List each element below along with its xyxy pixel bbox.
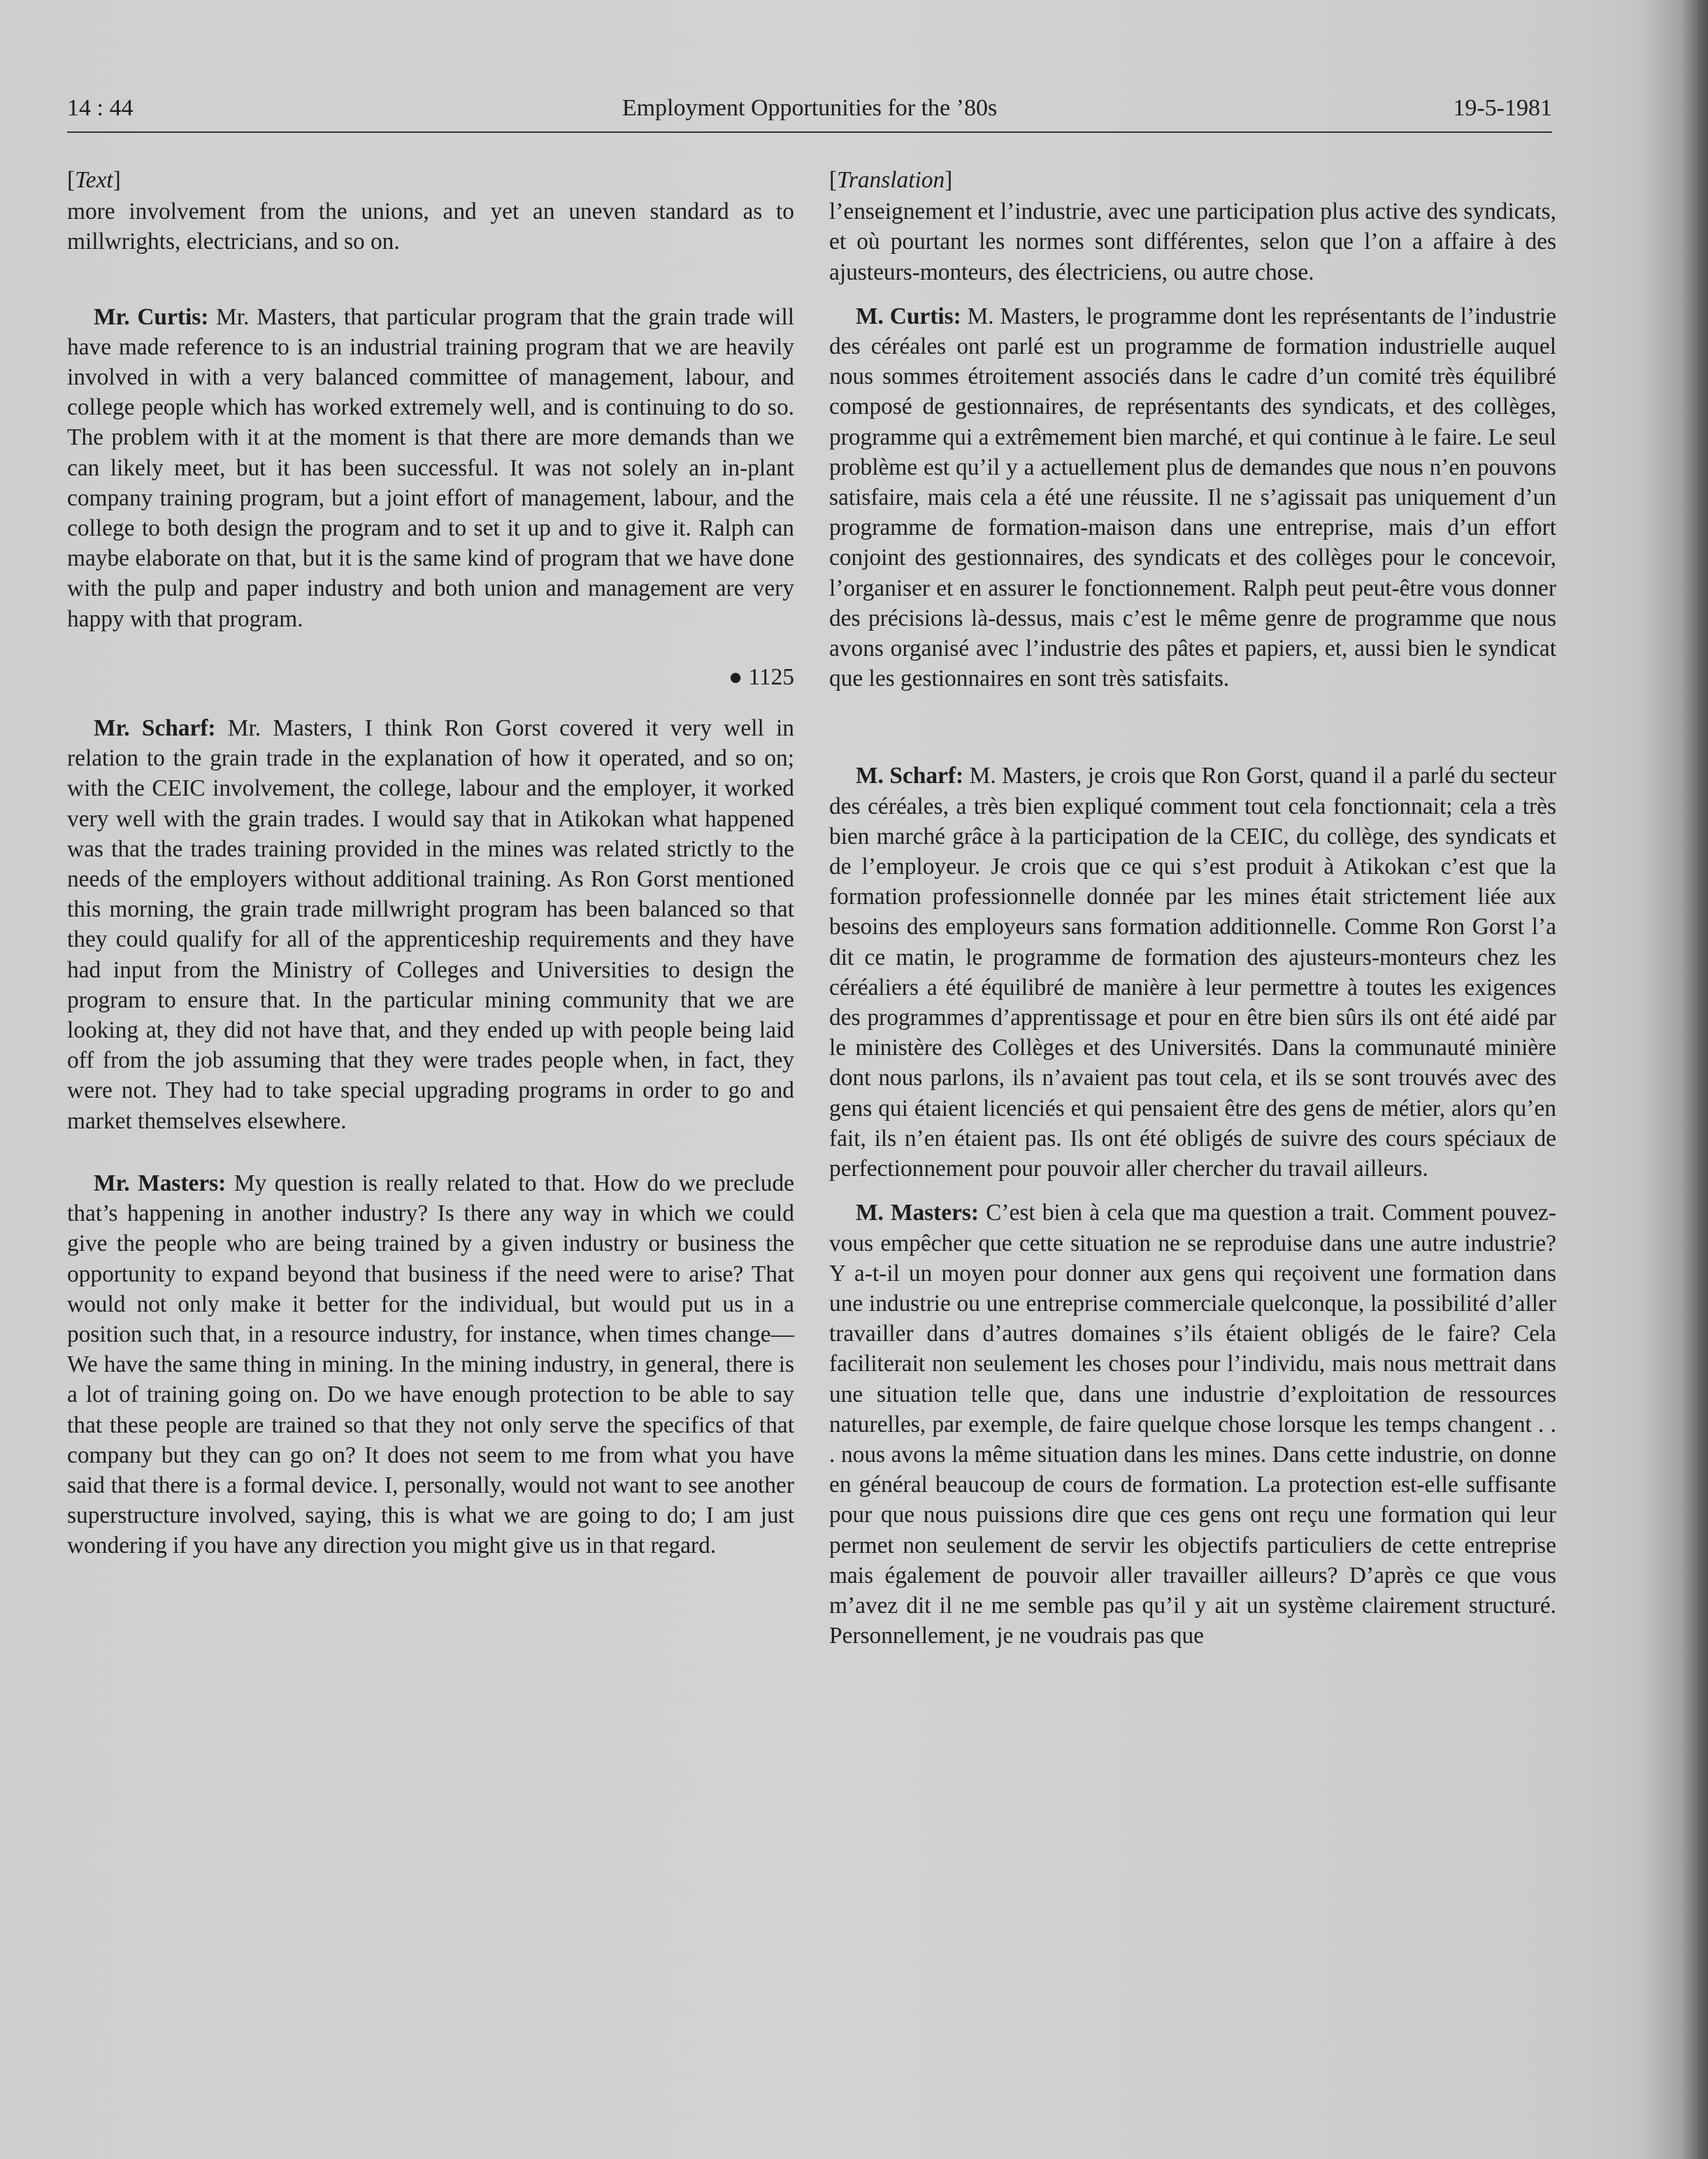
left-column-english bbox=[67, 165, 794, 1561]
speech-paragraph bbox=[829, 301, 1556, 694]
speaker-name: M. Scharf: bbox=[856, 763, 964, 789]
page-number: 14 : 44 bbox=[67, 95, 134, 121]
speech-text: M. Masters, le programme dont les représentants de l’industrie des céréales ont parlé est un programme de formation industrielle auquel nous sommes étroitement associés dans le cadre d’un comité très équilibré composé de gestionnaires, de représentants des syndicats, et des collèges, programme qui a extrêmement bien marché, et qui continue à le faire. Le seul problème est qu’il y a actuellement plus de demandes que nous n’en pouvons satisfaire, mais cela a été une réussite. Il ne s’agissait pas uniquement d’un programme de formation-maison dans une entreprise, mais d’un effort conjoint des gestionnaires, des syndicats et des collèges pour le concevoir, l’organiser et en assurer le fonctionnement. Ralph peut peut-être vous donner des précisions là-dessus, mais c’est le même genre de programme que nous avons organisé avec l’industrie des pâtes et papiers, et, aussi bien le syndicat que les gestionnaires en sont très satisfaits. bbox=[829, 303, 1556, 692]
column-label-translation: [Translation] bbox=[829, 167, 953, 193]
speech-text: Mr. Masters, that particular program that the grain trade will have made reference to is an industrial training program that we are heavily involved in with a very balanced committee of management, labour, and college people which has worked extremely well, and is continuing to do so. The problem with it at the moment is that there are more demands than we can likely meet, but it has been successful. It was not solely an in-plant company training program, but a joint effort of management, labour, and the college to both design the program and to set it up and to give it. Ralph can maybe elaborate on that, but it is the same kind of program that we have done with the pulp and paper industry and both union and management are very happy with that program. bbox=[67, 303, 795, 632]
speaker-name: M. Masters: bbox=[856, 1200, 979, 1226]
speaker-name: Mr. Curtis: bbox=[94, 303, 209, 330]
speech-paragraph bbox=[67, 1168, 794, 1561]
speech-text: C’est bien à cela que ma question a trait. Comment pouvez-vous empêcher que cette situation ne se reproduise dans une autre industrie? Y a-t-il un moyen pour donner aux gens qui reçoivent une formation dans une industrie ou une entreprise commerciale quelconque, la possibilité d’aller travailler dans d’autres domaines s’ils étaient obligés de le faire? Cela faciliterait non seulement les choses pour l’individu, mais nous mettrait dans une situation telle que, dans une industrie d’exploitation de ressources naturelles, par exemple, de faire quelque chose lorsque les temps changent . . . nous avons la même situation dans les mines. Dans cette industrie, on donne en général beaucoup de cours de formation. La protection est-elle suffisante pour que nous puissions dire que ces gens ont reçu une formation qui leur permet non seulement de servir les objectifs particuliers de cette entreprise mais également de pouvoir aller travailler ailleurs? D’après ce que vous m’avez dit il ne me semble pas qu’il y ait un système clairement structuré. Personnellement, je ne voudrais pas que bbox=[829, 1200, 1556, 1649]
speech-text: M. Masters, je crois que Ron Gorst, quand il a parlé du secteur des céréales, a très bien expliqué comment tout cela fonctionnait; cela a très bien marché grâce à la participation de la CEIC, du collège, des syndicats et de l’employeur. Je crois que ce qui s’est produit à Atikokan c’est que la formation professionnelle donnée par les mines était strictement liée aux besoins des employeurs sans formation additionnelle. Comme Ron Gorst l’a dit ce matin, le programme de formation des ajusteurs-monteurs chez les céréaliers a été équilibré de manière à leur permettre à toutes les exigences des programmes d’apprentissage et pour en être bien sûrs ils ont été aidé par le ministère des Collèges et des Universités. Dans la communauté minière dont nous parlons, ils n’avaient pas tout cela, et ils se sont trouvés avec des gens qui étaient licenciés et qui pensaient être des gens de métier, alors qu’en fait, ils n’en étaient pas. Ils ont été obligés de suivre des cours spéciaux de perfectionnement pour pouvoir aller chercher du travail ailleurs. bbox=[829, 763, 1556, 1182]
running-head bbox=[67, 95, 1552, 133]
speaker-name: M. Curtis: bbox=[856, 303, 961, 329]
speech-text: My question is really related to that. How do we preclude that’s happening in another industry? Is there any way in which we could give the people who are being trained by a given industry or business the opportunity to expand beyond that business if the need were to arise? That would not only make it better for the individual, but would put us in a position such that, in a resource industry, for instance, when times change—We have the same thing in mining. In the mining industry, in general, there is a lot of training going on. Do we have enough protection to be able to say that these people are trained so that they not only serve the specifics of that company but they can go on? It does not seem to me from what you have said that there is a formal device. I, personally, would not want to see another superstructure involved, saying, this is what we are going to do; I am just wondering if you have any direction you might give us in that regard. bbox=[67, 1170, 794, 1559]
page-title: Employment Opportunities for the ’80s bbox=[622, 95, 998, 121]
speaker-name: Mr. Scharf: bbox=[94, 715, 216, 742]
column-label-text-value: Text bbox=[75, 167, 113, 193]
speaker-name: Mr. Masters: bbox=[94, 1170, 227, 1196]
right-column-french bbox=[829, 165, 1556, 1651]
speech-text: Mr. Masters, I think Ron Gorst covered it very well in relation to the grain trade in the explanation of how it operated, and so on; with the CEIC involvement, the college, labour and the employer, it worked very well with the grain trades. I would say that in Atikokan what happened was that the trades training provided in the mines was related strictly to the needs of the employers without additional training. As Ron Gorst mentioned this morning, the grain trade millwright program has been balanced so that they could qualify for all of the apprenticeship requirements and they have had input from the Ministry of Colleges and Universities to design the program to ensure that. In the particular mining community that we are looking at, they did not have that, and they ended up with people being laid off from the job assuming that they were trades people when, in fact, they were not. They had to take special upgrading programs in order to go and market themselves elsewhere. bbox=[67, 715, 794, 1134]
continuation-paragraph: more involvement from the unions, and yet an uneven standard as to millwrights, electricians, and so on. bbox=[67, 199, 794, 255]
speech-paragraph bbox=[829, 761, 1556, 1184]
binding-edge-shadow bbox=[1680, 0, 1708, 2159]
column-label-translation-value: Translation bbox=[837, 167, 945, 193]
page-date: 19-5-1981 bbox=[1453, 95, 1552, 121]
speech-paragraph bbox=[829, 1198, 1556, 1651]
column-label-text: [Text] bbox=[67, 167, 121, 193]
speech-paragraph bbox=[67, 302, 794, 634]
speech-paragraph bbox=[67, 713, 794, 1136]
continuation-paragraph: l’enseignement et l’industrie, avec une participation plus active des syndicats, et où pourtant les normes sont différentes, selon que l’on a affaire à des ajusteurs-monteurs, des électriciens, ou autre chose. bbox=[829, 199, 1556, 285]
time-marker: ● 1125 bbox=[728, 664, 794, 690]
